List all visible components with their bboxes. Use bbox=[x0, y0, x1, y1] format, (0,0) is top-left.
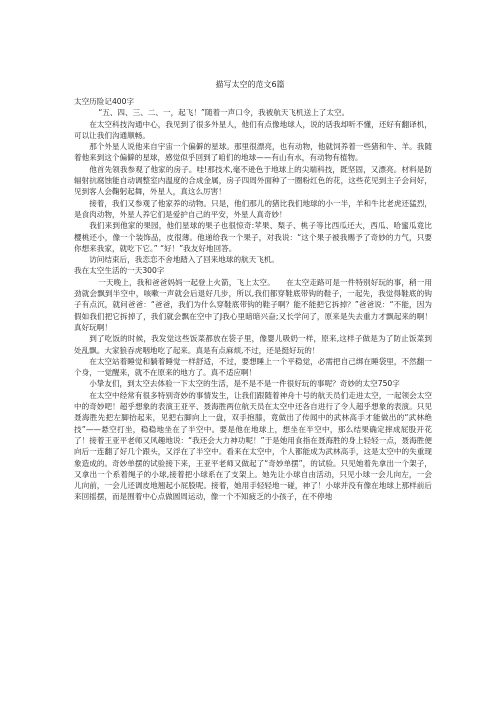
paragraph: 那个外星人说他来自宇宙一个偏僻的星球。那里很漂亮，也有动物，他就饲养着一些猪和牛、羊。我随着他来到这个偏僻的星球，感觉似乎回到了咱们的地球——有山有水，有动物有植物。 bbox=[74, 142, 432, 163]
paragraph: 他首先领我参观了他家的房子。哇!那技术,毫不逊色于地球上的尖端科技，既坚固，又漂亮。材料是防辐射抗腐蚀能自动调整室内温度的合成金属，房子四周外面种了一圈粉红色的花，这些花见到主子会问好，见到客人会鞠躬起舞，外星人，真这么厉害！ bbox=[74, 164, 432, 197]
paragraph: “五、四、三、二、一，起飞！”随着一声口令，我被航天飞机送上了太空。 bbox=[98, 108, 350, 118]
document-body bbox=[74, 96, 432, 503]
paragraph: 在太空站着睡觉和躺着睡觉一样舒适，不过，要想睡上一个平稳觉，必需把自己绑在睡袋里，不然翻一个身，一觉醒来，就不在原来的地方了。真不适应啊！ bbox=[74, 356, 432, 378]
section-heading: 我在太空生活的一天300字 bbox=[74, 266, 165, 276]
paragraph: 一天晚上，我和爸爸妈妈一起登上火箭，飞上太空。 在太空走路可是一件特别好玩的事，稍一用劲就会飘到半空中，咳嗽一声就会后退好几步，所以,我们都穿鞋底带钩的鞋子，一起先，我觉得鞋底的钩子有点沉，就问爸爸：“爸爸，我们为什么穿鞋底带钩的鞋子啊？能不能把它拆掉？”爸爸说：“不能，因为假如我们把它拆掉了，我们就会飘在空中了J我心里暗暗兴奋;又长学问了，原来是失去重力才飘起来的啊！真好玩啊！ bbox=[74, 277, 432, 332]
paragraph: 访问结束后，我恋恋不舍地踏入了回来地球的航天飞机。 bbox=[89, 255, 280, 265]
paragraph: 到了吃饭的时候，我发觉这些饭菜都放在袋子里，像婴儿吸奶一样，原来,这样子做是为了防止饭菜到处乱飘。大家狼吞虎咽地吃了起来。真是有点麻烦,不过，还是挺好玩的！ bbox=[74, 334, 432, 355]
section-heading: 太空历险记400字 bbox=[74, 97, 135, 106]
paragraph: 在太空中经常有很多特别奇妙的事情发生，让我们跟随着神舟十号的航天员们走进太空，一起领会太空中的奇妙吧！超乎想象的表演王亚平、聂海胜两位航天员在太空中还各自进行了令人超乎想象的表演。只见聂海胜先把左脚抬起来，见把右脚向上一盘，双手抱膝，竟做出了传闻中的武林高手才能做出的“武林绝技”——悬空打坐，稳稳地坐在了半空中。要是他在地球上，想坐在半空中，那么结果确定摔成屁股开花了！接着王亚平老师又风趣地说：“我还会大力神功呢！”于是她用食指在聂海胜的身上轻轻一点，聂海胜便向后一连翻了好几个跟头，又浮在了半空中。看来在太空中，个人都能成为武林高手，这是太空中的失重现象造成的。奇妙单摆的试验接下来，王亚平老师又做起了“奇妙单摆”，的试验。只见她着先拿出一个架子，又拿出一个系着绳子的小球,接着把小球系在了支架上。她先让小球自由活动，只见小球一会儿向左，一会儿向前，一会儿还调皮地翘起小屁股呢。接着，她用手轻轻地一碰，神了！小球并没有像在地球上那样前后来回摇摆，而是围着中心点做圆周运动，像一个不知疲乏的小孩子，在不停地 bbox=[74, 390, 432, 502]
paragraph: 我们来到他家的果园，他们星球的果子也很惊奇:苹果、梨子、桃子等比西瓜还大，西瓜、哈蜜瓜竟比樱桃还小，像一个装饰品，皮很薄。他递给我一个果子，对我说：“这个果子被我赐予了奇妙的力气，只要你想来我家，就吃下它。” “好！”我友好地回答。 bbox=[74, 221, 432, 253]
paragraph: 小挚友们，到太空去体验一下太空的生活，是不是不是一件很好玩的事呢？奇妙的太空750字 bbox=[89, 379, 400, 389]
paragraph: 在太空科技沟通中心，我见到了很多外星人，他们有点像地球人，说的话我却听不懂，还好有翻译机，可以让我们沟通顺畅。 bbox=[74, 119, 432, 140]
paragraph: 接着，我们又参观了他家养的动物。只是，他们那儿的猪比我们地球的小一半，羊和牛比老虎还猛烈，是食肉动物，外星人养它们是爱护自己的平安，外星人真奇妙！ bbox=[74, 198, 432, 219]
document-title: 描写太空的范文6篇 bbox=[215, 80, 285, 89]
